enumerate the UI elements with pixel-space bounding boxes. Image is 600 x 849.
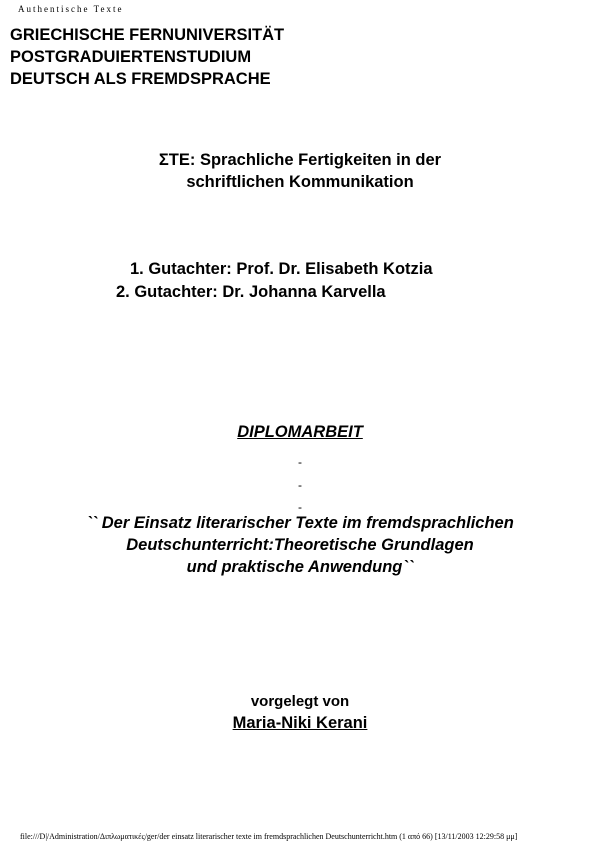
- institution-block: [10, 24, 284, 90]
- course-line-1: ΣΤΕ: Sprachliche Fertigkeiten in der: [158, 151, 442, 169]
- first-reviewer: 1. Gutachter: Prof. Dr. Elisabeth Kotzia: [130, 260, 433, 278]
- dash-2: -: [298, 478, 302, 492]
- thesis-title-line-2: Deutschunterricht:Theoretische Grundlagen: [126, 536, 474, 554]
- thesis-type: DIPLOMARBEIT: [237, 423, 363, 441]
- institution-line-1: GRIECHISCHE FERNUNIVERSITÄT: [10, 26, 285, 44]
- submitted-by-label: vorgelegt von: [250, 693, 350, 710]
- header-tag: Authentische Texte: [18, 4, 124, 14]
- thesis-title-line-3: und praktische Anwendung``: [186, 558, 414, 576]
- thesis-title: [0, 512, 600, 578]
- dash-3: -: [298, 500, 302, 514]
- institution-line-3: DEUTSCH ALS FREMDSPRACHE: [10, 70, 271, 88]
- footer-file-path: file:///D|/Administration/Διπλωματικές/ger/der einsatz literarischer texte im fremdsprachlichen Deutschunterricht.htm (1 από 66) [13/11/2003 12:29:58 μμ]: [20, 832, 518, 841]
- thesis-title-line-1: `` Der Einsatz literarischer Texte im fremdsprachlichen: [86, 514, 514, 532]
- second-reviewer: 2. Gutachter: Dr. Johanna Karvella: [116, 283, 386, 301]
- dash-1: -: [298, 455, 302, 469]
- course-block: [0, 149, 600, 193]
- author-name: Maria-Niki Kerani: [232, 714, 368, 732]
- institution-line-2: POSTGRADUIERTENSTUDIUM: [10, 48, 252, 66]
- course-line-2: schriftlichen Kommunikation: [186, 173, 414, 191]
